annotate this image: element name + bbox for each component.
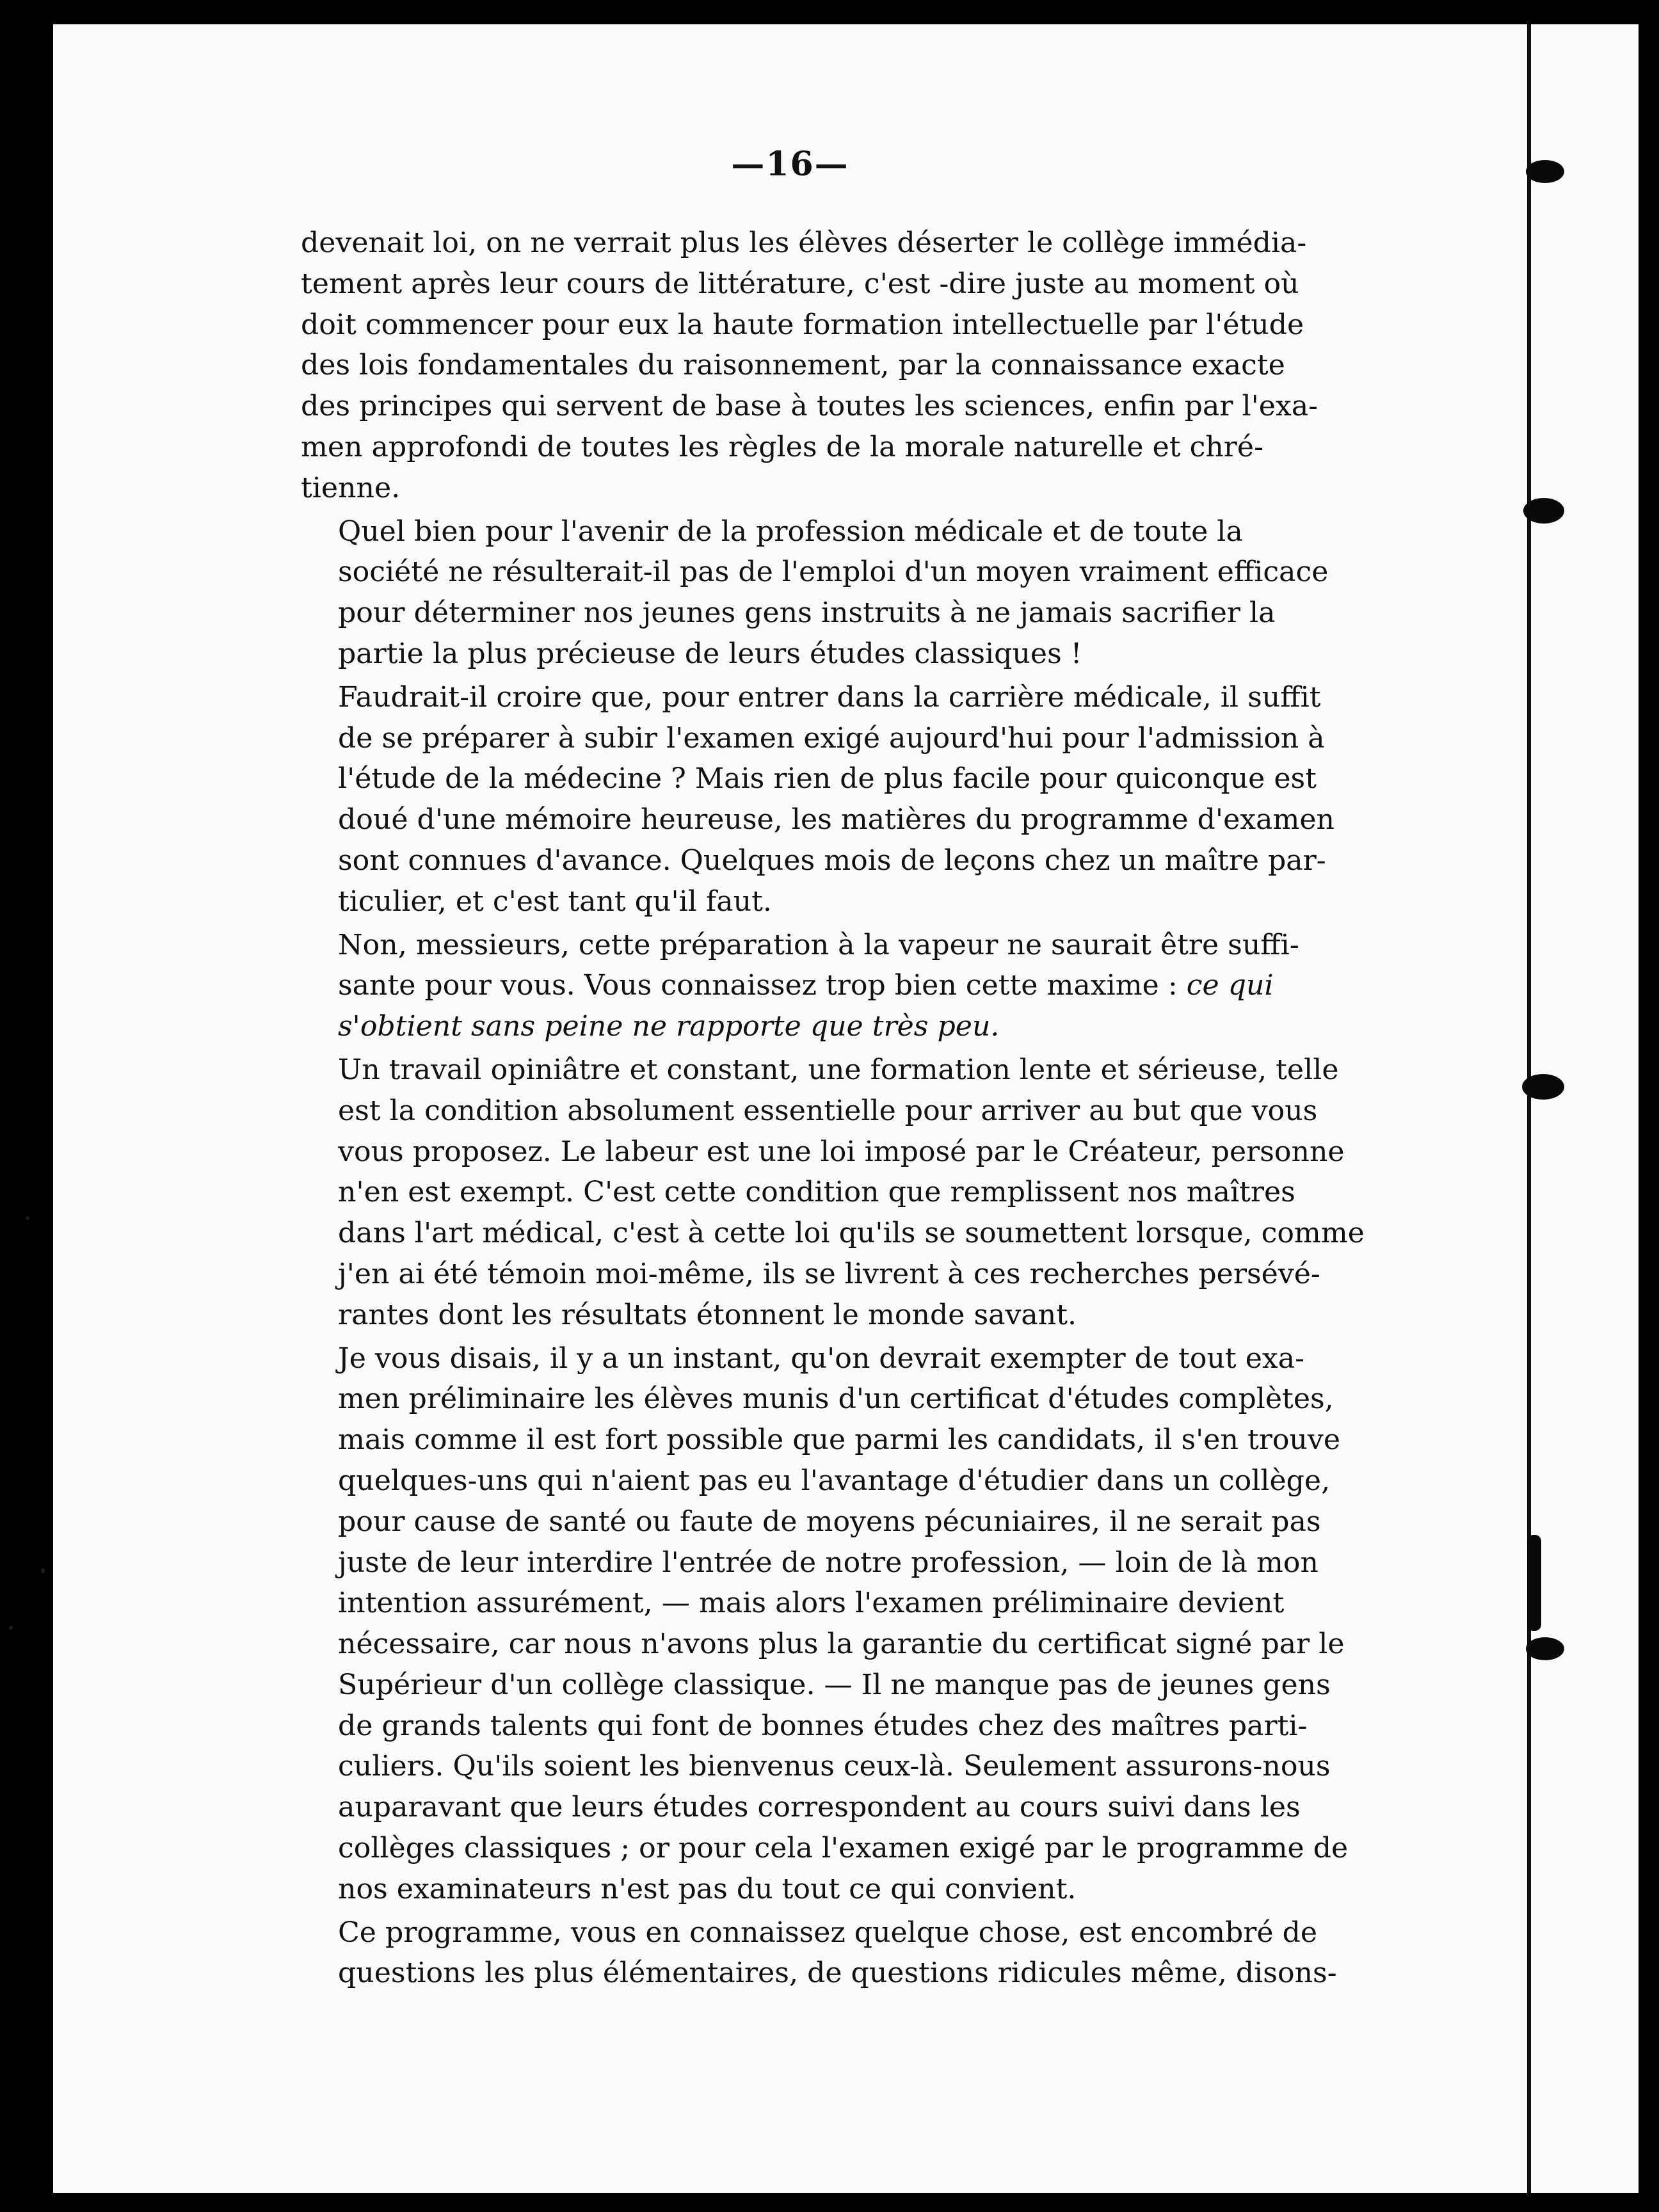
text-line: vous proposez. Le labeur est une loi imposé par le Créateur, personne — [338, 1135, 1345, 1168]
paragraph-3 — [301, 677, 1385, 922]
body-text — [301, 223, 1385, 1996]
paragraph-1 — [301, 223, 1385, 509]
text-line: tienne. — [301, 471, 401, 504]
text-line: pour cause de santé ou faute de moyens pécuniaires, il ne serait pas — [338, 1505, 1321, 1538]
text-line: tement après leur cours de littérature, c'est ‑dire juste au moment où — [301, 267, 1299, 300]
text-line: rantes dont les résultats étonnent le monde savant. — [338, 1298, 1077, 1331]
text-line: pour déterminer nos jeunes gens instruits à ne jamais sacrifier la — [338, 597, 1276, 630]
text-line: n'en est exempt. C'est cette condition que remplissent nos maîtres — [338, 1176, 1295, 1209]
text-line: auparavant que leurs études correspondent au cours suivi dans les — [338, 1791, 1301, 1824]
text-line: de se préparer à subir l'examen exigé aujourd'hui pour l'admission à — [338, 721, 1325, 755]
margin-speck — [41, 1568, 45, 1573]
text-line: société ne résulterait-il pas de l'emploi d'un moyen vraiment efficace — [338, 556, 1329, 589]
binding-tab — [1526, 160, 1564, 183]
text-line: des lois fondamentales du raisonnement, par la connaissance exacte — [301, 349, 1285, 382]
text-line: Non, messieurs, cette préparation à la vapeur ne saurait être suffi- — [338, 928, 1299, 961]
text-line: culiers. Qu'ils soient les bienvenus ceux-là. Seulement assurons-nous — [338, 1750, 1331, 1783]
text-line: devenait loi, on ne verrait plus les élèves déserter le collège immédia- — [301, 227, 1307, 259]
text-segment: sante pour vous. Vous connaissez trop bien cette maxime : — [338, 969, 1178, 1002]
paragraph-7 — [301, 1912, 1385, 1994]
italic-maxim-start: ce qui — [1186, 969, 1274, 1002]
text-line: des principes qui servent de base à toutes les sciences, enfin par l'exa- — [301, 390, 1318, 423]
text-line: Je vous disais, il y a un instant, qu'on devrait exempter de tout exa- — [338, 1342, 1305, 1375]
binding-tab — [1523, 498, 1564, 524]
italic-maxim: s'obtient sans peine ne rapporte que très peu. — [338, 1010, 1000, 1043]
text-line: sont connues d'avance. Quelques mois de leçons chez un maître par- — [338, 844, 1326, 877]
text-line: dans l'art médical, c'est à cette loi qu'ils se soumettent lorsque, comme — [338, 1217, 1365, 1250]
text-line: Un travail opiniâtre et constant, une formation lente et sérieuse, telle — [338, 1053, 1339, 1086]
paper-sheet — [53, 24, 1527, 2193]
text-line: ticulier, et c'est tant qu'il faut. — [338, 885, 772, 918]
text-line: quelques-uns qui n'aient pas eu l'avantage d'étudier dans un collège, — [338, 1464, 1331, 1497]
text-line: intention assurément, — mais alors l'examen préliminaire devient — [338, 1587, 1285, 1620]
margin-speck — [26, 1216, 29, 1220]
paragraph-2 — [301, 511, 1385, 675]
text-line: partie la plus précieuse de leurs études classiques ! — [338, 637, 1082, 670]
text-line: nos examinateurs n'est pas du tout ce qui convient. — [338, 1872, 1077, 1905]
text-line: mais comme il est fort possible que parmi les candidats, il s'en trouve — [338, 1423, 1341, 1457]
binding-tab — [1526, 1637, 1564, 1660]
paragraph-4 — [301, 925, 1385, 1047]
text-line — [301, 965, 1385, 1006]
text-line: nécessaire, car nous n'avons plus la garantie du certificat signé par le — [338, 1628, 1345, 1661]
text-line: Quel bien pour l'avenir de la profession médicale et de toute la — [338, 515, 1243, 548]
text-line: Faudrait-il croire que, pour entrer dans la carrière médicale, il suffit — [338, 680, 1321, 714]
text-line: men approfondi de toutes les règles de la morale naturelle et chré- — [301, 430, 1263, 463]
paragraph-6 — [301, 1338, 1385, 1910]
page-number: —16— — [731, 145, 849, 184]
text-line: men préliminaire les élèves munis d'un certificat d'études complètes, — [338, 1382, 1334, 1416]
text-line: collèges classiques ; or pour cela l'examen exigé par le programme de — [338, 1832, 1349, 1865]
text-line: doué d'une mémoire heureuse, les matières du programme d'examen — [338, 803, 1335, 837]
text-line: Ce programme, vous en connaissez quelque chose, est encombré de — [338, 1916, 1318, 1949]
text-line: j'en ai été témoin moi-même, ils se livrent à ces recherches persévé- — [338, 1257, 1320, 1290]
binding-tab — [1522, 1074, 1564, 1100]
text-line: l'étude de la médecine ? Mais rien de plus facile pour quiconque est — [338, 762, 1317, 796]
text-line: doit commencer pour eux la haute formation intellectuelle par l'étude — [301, 308, 1304, 341]
text-line: questions les plus élémentaires, de questions ridicules même, disons- — [338, 1957, 1337, 1990]
paragraph-5 — [301, 1050, 1385, 1336]
text-line: Supérieur d'un collège classique. — Il ne manque pas de jeunes gens — [338, 1668, 1331, 1701]
facing-page-strip — [1531, 24, 1639, 2193]
text-line: juste de leur interdire l'entrée de notre profession, — loin de là mon — [338, 1546, 1318, 1579]
binding-tab — [1527, 1535, 1541, 1631]
margin-speck — [9, 1626, 13, 1630]
text-line: de grands talents qui font de bonnes études chez des maîtres parti- — [338, 1709, 1308, 1742]
text-line: est la condition absolument essentielle pour arriver au but que vous — [338, 1094, 1318, 1127]
